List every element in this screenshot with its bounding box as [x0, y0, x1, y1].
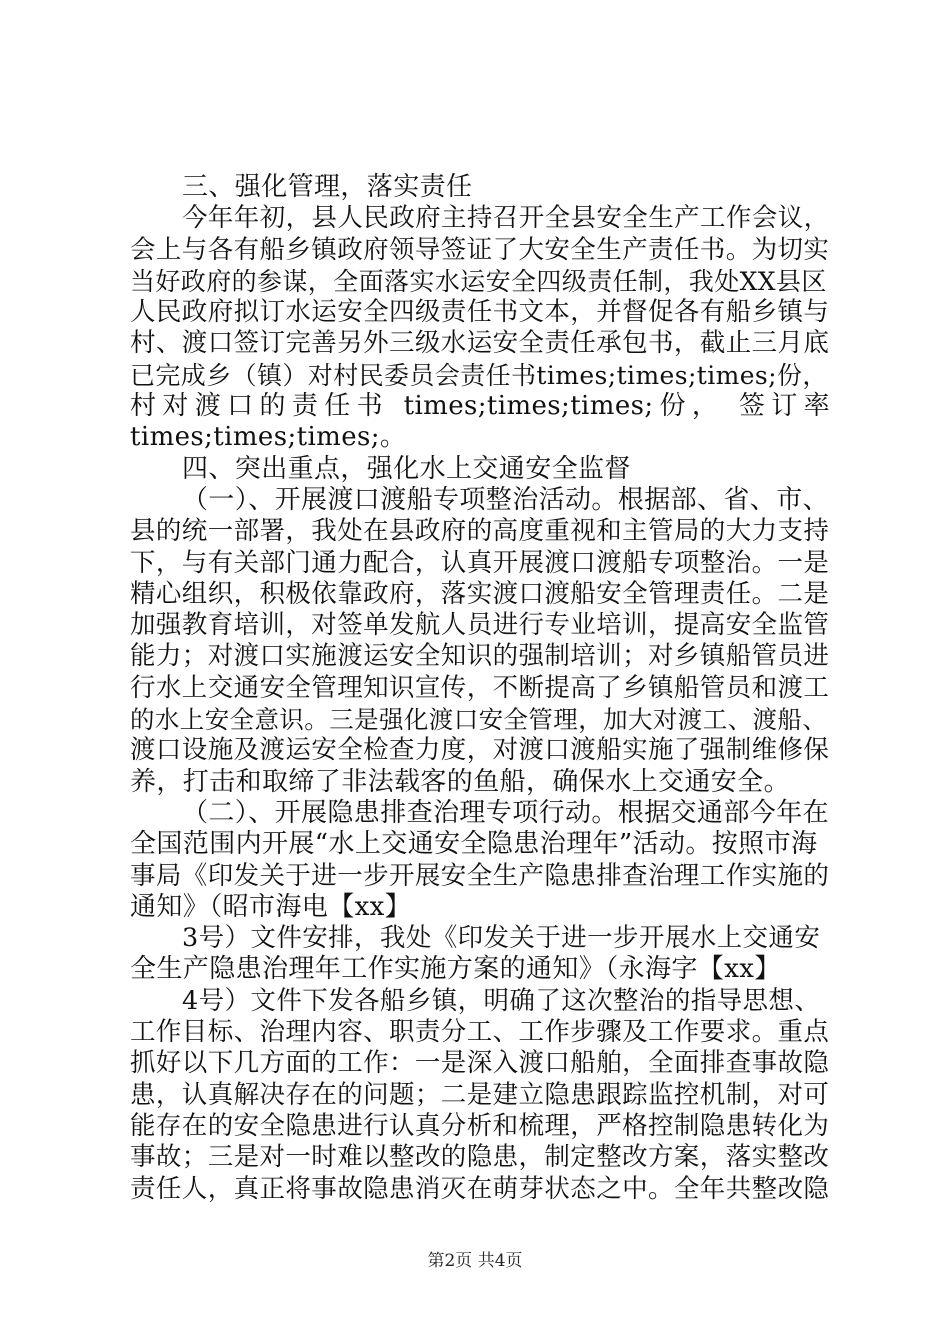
paragraph-line: 加强教育培训，对签单发航人员进行专业培训，提高安全监管 [130, 610, 830, 641]
paragraph-line: 行水上交通安全管理知识宣传，不断提高了乡镇船管员和渡工 [130, 672, 830, 703]
paragraph-line: （一）、开展渡口渡船专项整治活动。根据部、省、市、 [182, 484, 830, 515]
paragraph-line: 会上与各有船乡镇政府领导签证了大安全生产责任书。为切实 [130, 234, 830, 265]
paragraph-line: （二）、开展隐患排查治理专项行动。根据交通部今年在 [182, 797, 830, 828]
paragraph-line: 事故；三是对一时难以整改的隐患，制定整改方案，落实整改 [130, 1142, 830, 1173]
paragraph-line: 4号）文件下发各船乡镇，明确了这次整治的指导思想、 [182, 985, 821, 1016]
paragraph-line: 县的统一部署，我处在县政府的高度重视和主管局的大力支持 [130, 516, 830, 547]
paragraph-line: 抓好以下几方面的工作：一是深入渡口船舶，全面排查事故隐 [130, 1048, 830, 1079]
section-heading-3: 三、强化管理，落实责任 [182, 172, 473, 202]
paragraph-line: 村对渡口的责任书 times;times;times;份， 签订率 [130, 391, 830, 422]
paragraph-line: 养，打击和取缔了非法载客的鱼船，确保水上交通安全。 [130, 766, 791, 797]
paragraph-line: 能力；对渡口实施渡运安全知识的强制培训；对乡镇船管员进 [130, 641, 830, 672]
paragraph-line: 全国范围内开展“水上交通安全隐患治理年”活动。按照市海 [130, 829, 818, 860]
paragraph-line: 渡口设施及渡运安全检查力度，对渡口渡船实施了强制维修保 [130, 735, 830, 766]
paragraph-line: 全生产隐患治理年工作实施方案的通知》（永海字【xx】 [130, 954, 781, 985]
paragraph-line: 下，与有关部门通力配合，认真开展渡口渡船专项整治。一是 [130, 547, 830, 578]
paragraph-line: 的水上安全意识。三是强化渡口安全管理，加大对渡工、渡船、 [130, 705, 828, 735]
document-body [130, 172, 830, 1205]
paragraph-line: 当好政府的参谋，全面落实水运安全四级责任制，我处XX县区 [130, 266, 827, 296]
paragraph-line: 事局《印发关于进一步开展安全生产隐患排查治理工作实施的 [130, 860, 830, 891]
paragraph-line: 能存在的安全隐患进行认真分析和梳理，严格控制隐患转化为 [130, 1110, 830, 1141]
paragraph-line: 责任人，真正将事故隐患消灭在萌芽状态之中。全年共整改隐 [130, 1173, 830, 1204]
paragraph-line: 工作目标、治理内容、职责分工、工作步骤及工作要求。重点 [130, 1017, 830, 1048]
page-number-footer: 第2页 共4页 [427, 1251, 523, 1271]
paragraph-line: 通知》（昭市海电【xx】 [130, 891, 412, 922]
paragraph-line: 精心组织，积极依靠政府，落实渡口渡船安全管理责任。二是 [130, 578, 830, 609]
paragraph-line: times;times;times;。 [130, 422, 407, 453]
paragraph-line: 3号）文件安排，我处《印发关于进一步开展水上交通安 [182, 923, 821, 954]
paragraph-line: 村、渡口签订完善另外三级水运安全责任承包书，截止三月底 [130, 328, 830, 359]
paragraph-line: 已完成乡（镇）对村民委员会责任书times;times;times;份， [130, 360, 828, 390]
paragraph-line: 人民政府拟订水运安全四级责任书文本，并督促各有船乡镇与 [130, 297, 830, 328]
section-heading-4: 四、突出重点，强化水上交通安全监督 [182, 453, 631, 484]
paragraph-line: 今年年初，县人民政府主持召开全县安全生产工作会议， [182, 203, 830, 234]
paragraph-line: 患，认真解决存在的问题；二是建立隐患跟踪监控机制，对可 [130, 1079, 830, 1110]
